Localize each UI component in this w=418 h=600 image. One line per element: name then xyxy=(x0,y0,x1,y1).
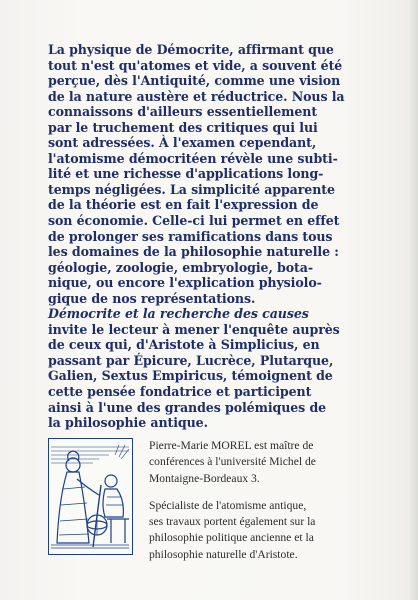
blurb-line: l'atomisme démocritéen révèle une subti- xyxy=(48,150,338,166)
author-bio xyxy=(149,438,399,563)
blurb-line: invite le lecteur à mener l'enquête auprès xyxy=(48,321,340,337)
cover-edge-shadow xyxy=(408,0,418,600)
blurb-line: de prolonger ses ramifications dans tous xyxy=(48,228,333,244)
blurb-line: de la théorie est en fait l'expression de xyxy=(48,197,319,213)
paragraph-gap xyxy=(149,487,399,498)
blurb-line: passant par Épicure, Lucrèce, Plutarque, xyxy=(48,352,334,368)
blurb-line: sont adressées. À l'examen cependant, xyxy=(48,135,317,151)
blurb-line: lité et une richesse d'applications long- xyxy=(48,166,324,182)
blurb-line: tout n'est qu'atomes et vide, a souvent été xyxy=(48,57,343,73)
author-bio-line: conférences à l'université Michel de xyxy=(149,455,316,469)
blurb-line: perçue, dès l'Antiquité, comme une vision xyxy=(48,73,341,89)
blurb-text xyxy=(48,42,393,431)
author-bio-line: philosophie naturelle d'Aristote. xyxy=(149,547,298,561)
author-bio-line: Pierre-Marie MOREL est maître de xyxy=(149,439,314,452)
blurb-line: nique, ou encore l'explication physiolo- xyxy=(48,275,322,291)
author-bio-line: Spécialiste de l'atomisme antique, xyxy=(149,498,307,512)
blurb-line: temps négligées. La simplicité apparente xyxy=(48,181,335,197)
blurb-line: cette pensée fondatrice et participent xyxy=(48,384,312,400)
blurb-line: par le truchement des critiques qui lui xyxy=(48,119,318,135)
blurb-line: géologie, zoologie, embryologie, bota- xyxy=(48,259,313,275)
author-bio-line: philosophie politique ancienne et la xyxy=(149,531,314,545)
blurb-line: la philosophie antique. xyxy=(48,415,208,431)
blurb-line: de ceux qui, d'Aristote à Simplicius, en xyxy=(48,337,320,353)
blurb-line: son économie. Celle-ci lui permet en effet xyxy=(48,213,340,229)
blurb-line: connaissons d'ailleurs essentiellement xyxy=(48,104,318,120)
woodcut-engraving-image xyxy=(49,439,131,553)
blurb-line: gique de nos représentations. xyxy=(48,290,256,306)
blurb-line: de la nature austère et réductrice. Nous la xyxy=(48,88,345,104)
book-title-italic: Démocrite et la recherche des causes xyxy=(48,306,309,322)
blurb-line: les domaines de la philosophie naturelle : xyxy=(48,244,339,260)
author-bio-line: ses travaux portent également sur la xyxy=(149,515,316,529)
blurb-line: Galien, Sextus Empiricus, témoignent de xyxy=(48,368,333,384)
woodcut-illustration xyxy=(48,438,133,555)
blurb-line: ainsi à l'une des grandes polémiques de xyxy=(48,399,327,415)
blurb-line: La physique de Démocrite, affirmant que xyxy=(48,42,334,57)
author-bio-line: Montaigne-Bordeaux 3. xyxy=(149,471,260,485)
